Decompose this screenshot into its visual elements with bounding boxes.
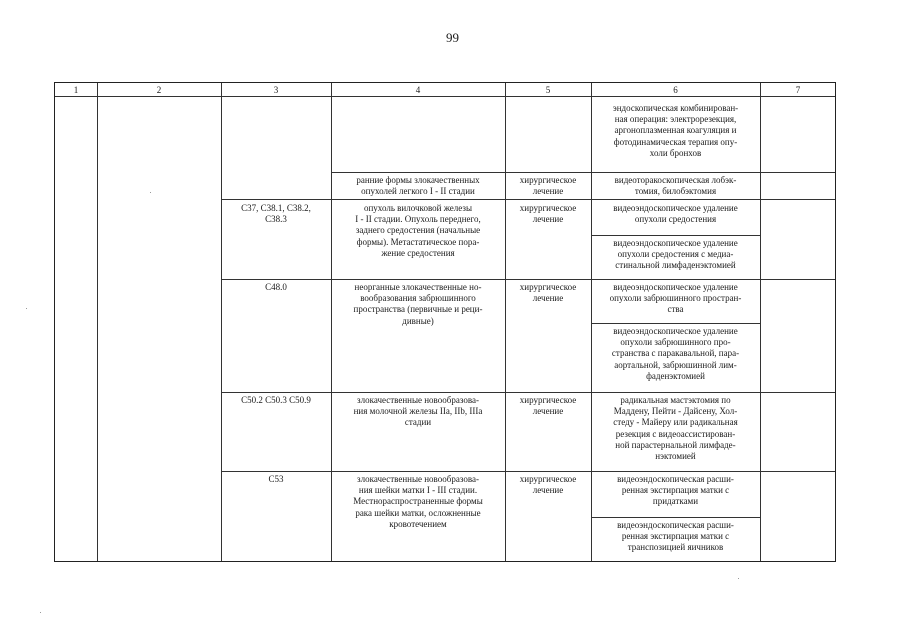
text-line: опухоли средостения с медиа- [617, 249, 734, 260]
cervix-treatment [505, 474, 591, 496]
lung-diagnosis [331, 175, 505, 197]
thymus-diagnosis [331, 203, 505, 259]
text-line: видеоэндоскопическая расши- [617, 474, 734, 484]
text-line: ренная экстирпация матки с [621, 531, 730, 542]
header-col-1: 1 [73, 85, 79, 95]
cervix-codes [221, 474, 331, 485]
header-col-7: 7 [795, 85, 801, 95]
text-line: хирургическое [519, 175, 577, 185]
text-line: странства с паракавальной, пара- [611, 348, 740, 359]
retro-diagnosis [331, 282, 505, 327]
breast-treatment [505, 395, 591, 417]
text-line: придатками [652, 496, 699, 507]
text-line: опухоли забрюшинного простран- [609, 293, 742, 304]
text-line: фотодинамическая терапия опу- [613, 136, 738, 147]
text-line: заднего средостения (начальные [355, 225, 481, 236]
text-line: жение средостения [381, 247, 455, 258]
text-line: хирургическое [519, 282, 577, 292]
text-line: хирургическое [519, 203, 577, 213]
retro-treatment [505, 282, 591, 304]
text-line: Маддену, Пейти - Дайсену, Хол- [613, 406, 738, 417]
row-divider-breast [221, 392, 835, 393]
text-line: C50.2 C50.3 C50.9 [241, 395, 311, 405]
text-line: ная операция: электрорезекция, [614, 114, 737, 125]
scan-speck [150, 192, 151, 193]
text-line: I - II стадии. Опухоль переднего, [355, 214, 481, 225]
header-col-3: 3 [273, 85, 279, 95]
text-line: видеоэндоскопическое удаление [613, 203, 738, 213]
lung-method [591, 175, 760, 197]
cont-row-method [591, 103, 760, 159]
text-line: лечение [532, 485, 564, 496]
retro-method-b [591, 326, 760, 382]
text-line: ранние формы злокачественных [356, 175, 480, 185]
col-divider-1 [97, 83, 98, 561]
text-line: радикальная мастэктомия по [620, 395, 731, 405]
header-divider [55, 96, 835, 97]
col-divider-2 [221, 83, 222, 561]
text-line: опухоль вилочковой железы [363, 203, 472, 213]
row-divider-lung [331, 172, 835, 173]
text-line: ства [667, 304, 684, 315]
row-divider-cervix [221, 471, 835, 472]
text-line: видеоэндоскопическая расши- [617, 520, 734, 530]
text-line: опухоли забрюшинного про- [620, 337, 731, 348]
text-line: фаденэктомией [646, 370, 705, 381]
text-line: лечение [532, 186, 564, 197]
subrow-divider-thymus [591, 235, 760, 236]
cervix-diagnosis [331, 474, 505, 530]
thymus-codes [221, 203, 331, 225]
text-line: томия, билобэктомия [634, 186, 717, 197]
text-line: лечение [532, 406, 564, 417]
text-line: формы). Метастатическое пора- [356, 236, 480, 247]
subrow-divider-retro [591, 323, 760, 324]
text-line: опухолей легкого I - II стадии [361, 186, 475, 197]
text-line: Местнораспространенные формы [353, 496, 483, 507]
text-line: стадии [404, 417, 432, 428]
retro-codes [221, 282, 331, 293]
text-line: хирургическое [519, 474, 577, 484]
text-line: злокачественные новообразова- [357, 474, 479, 484]
text-line: C38.3 [265, 214, 287, 225]
thymus-treatment [505, 203, 591, 225]
text-line: эндоскопическая комбинирован- [612, 103, 739, 113]
text-line: нэктомией [655, 451, 696, 462]
header-col-5: 5 [545, 85, 551, 95]
text-line: ренная экстирпация матки с [621, 485, 730, 496]
col-divider-6 [760, 83, 761, 561]
text-line: стинальной лимфаденэктомией [615, 260, 736, 271]
text-line: лечение [532, 293, 564, 304]
text-line: транспозицией яичников [627, 542, 724, 553]
text-line: пространства (первичные и реци- [353, 304, 483, 315]
text-line: резекция с видеоассистирован- [615, 428, 736, 439]
text-line: вообразования забрюшинного [360, 293, 476, 304]
text-line: стеду - Майеру или радикальная [613, 417, 738, 428]
text-line: видеоэндоскопическое удаление [613, 326, 738, 336]
thymus-method-a [591, 203, 760, 225]
text-line: злокачественные новообразова- [357, 395, 479, 405]
scan-speck [40, 612, 41, 613]
breast-codes [221, 395, 331, 406]
scan-speck [26, 308, 27, 309]
header-col-2: 2 [156, 85, 162, 95]
breast-method [591, 395, 760, 462]
text-line: рака шейки матки, осложненные [355, 507, 481, 518]
medical-procedures-table [54, 82, 836, 562]
thymus-method-b [591, 238, 760, 272]
row-divider-retro [221, 279, 835, 280]
text-line: C53 [268, 474, 284, 484]
text-line: ной парастернальной лимфаде- [615, 439, 736, 450]
text-line: неорганные злокачественные но- [354, 282, 482, 292]
text-line: C37, C38.1, C38.2, [241, 203, 311, 213]
header-col-6: 6 [673, 85, 678, 95]
cervix-method-a [591, 474, 760, 508]
retro-method-a [591, 282, 760, 316]
text-line: аортальной, забрюшинной лим- [614, 359, 737, 370]
lung-treatment [505, 175, 591, 197]
breast-diagnosis [331, 395, 505, 429]
text-line: холи бронхов [649, 147, 702, 158]
text-line: аргоноплазменная коагуляция и [614, 125, 737, 136]
text-line: видеоэндоскопическое удаление [613, 282, 738, 292]
text-line: дивные) [402, 315, 434, 326]
cervix-method-b [591, 520, 760, 554]
text-line: хирургическое [519, 395, 577, 405]
row-divider-thymus [221, 199, 835, 200]
scan-speck [738, 578, 739, 579]
text-line: видеоэндоскопическое удаление [613, 238, 738, 248]
text-line: лечение [532, 214, 564, 225]
text-line: видеоторакоскопическая лобэк- [614, 175, 737, 185]
page-number: 99 [446, 30, 459, 45]
text-line: ния шейки матки I - III стадии. [358, 485, 478, 496]
text-line: кровотечением [389, 518, 447, 529]
subrow-divider-cervix [591, 517, 760, 518]
text-line: C48.0 [265, 282, 287, 292]
text-line: ния молочной железы IIa, IIb, IIIa [353, 406, 483, 417]
header-col-4: 4 [415, 85, 421, 95]
text-line: опухоли средостения [634, 214, 717, 225]
